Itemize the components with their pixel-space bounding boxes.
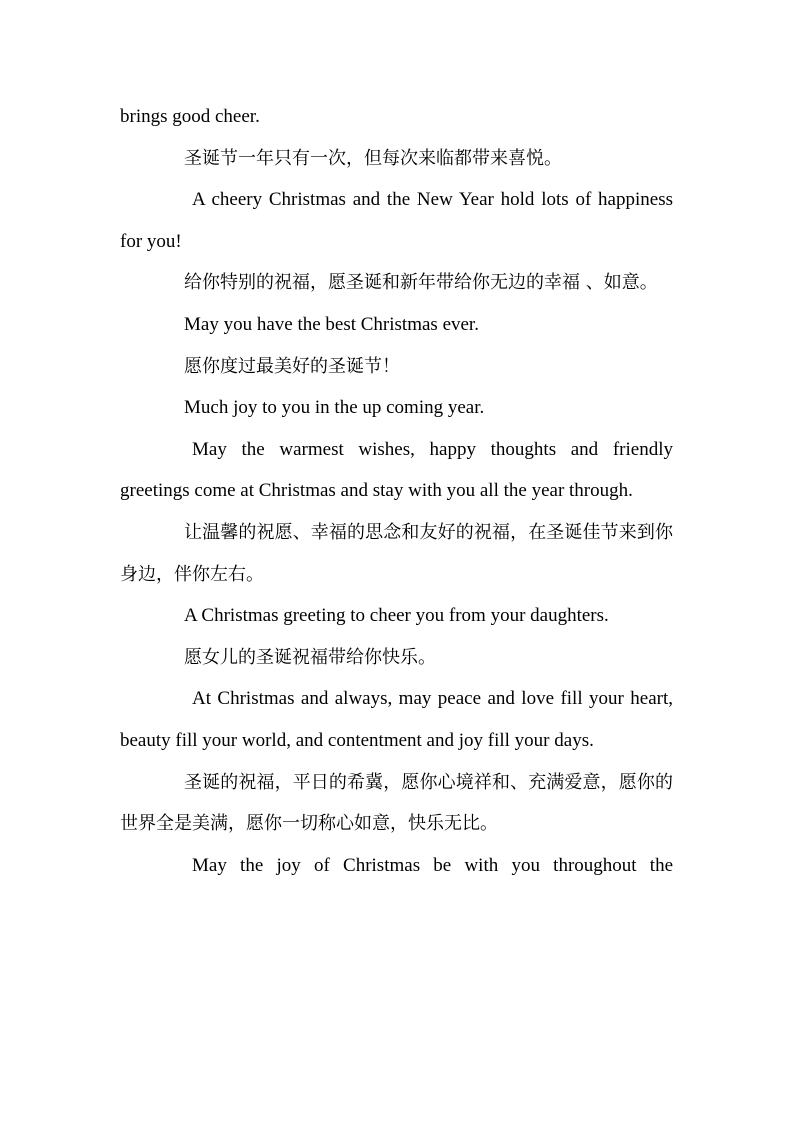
paragraph-en: A cheery Christmas and the New Year hold lots of happiness for you! [120,189,673,252]
paragraph-zh: 圣诞的祝福，平日的希冀，愿你心境祥和、充满爱意，愿你的世界全是美满，愿你一切称心如意，快乐无比。 [120,771,673,835]
paragraph-en: May the warmest wishes, happy thoughts and friendly greetings come at Christmas and stay with you all the year through. [120,438,673,502]
paragraph-en: Much joy to you in the up coming year. [184,397,485,419]
paragraph-zh: 圣诞节一年只有一次，但每次来临都带来喜悦。 [184,147,562,169]
paragraph-en: brings good cheer. [120,106,260,127]
paragraph-zh: 愿女儿的圣诞祝福带给你快乐。 [184,646,436,668]
paragraph-zh: 愿你度过最美好的圣诞节！ [184,355,400,377]
paragraph-en: May the joy of Christmas be with you throughout the [192,854,673,876]
paragraph-zh: 给你特别的祝福，愿圣诞和新年带给你无边的幸福 、如意。 [184,272,658,294]
paragraph-zh: 让温馨的祝愿、幸福的思念和友好的祝福，在圣诞佳节来到你身边，伴你左右。 [120,521,673,585]
paragraph-en: At Christmas and always, may peace and love fill your heart, beauty fill your world, and contentment and joy fill your days. [120,688,673,751]
paragraph-en: May you have the best Christmas ever. [184,313,479,335]
document-body [120,96,673,886]
paragraph-en: A Christmas greeting to cheer you from your daughters. [184,605,609,627]
